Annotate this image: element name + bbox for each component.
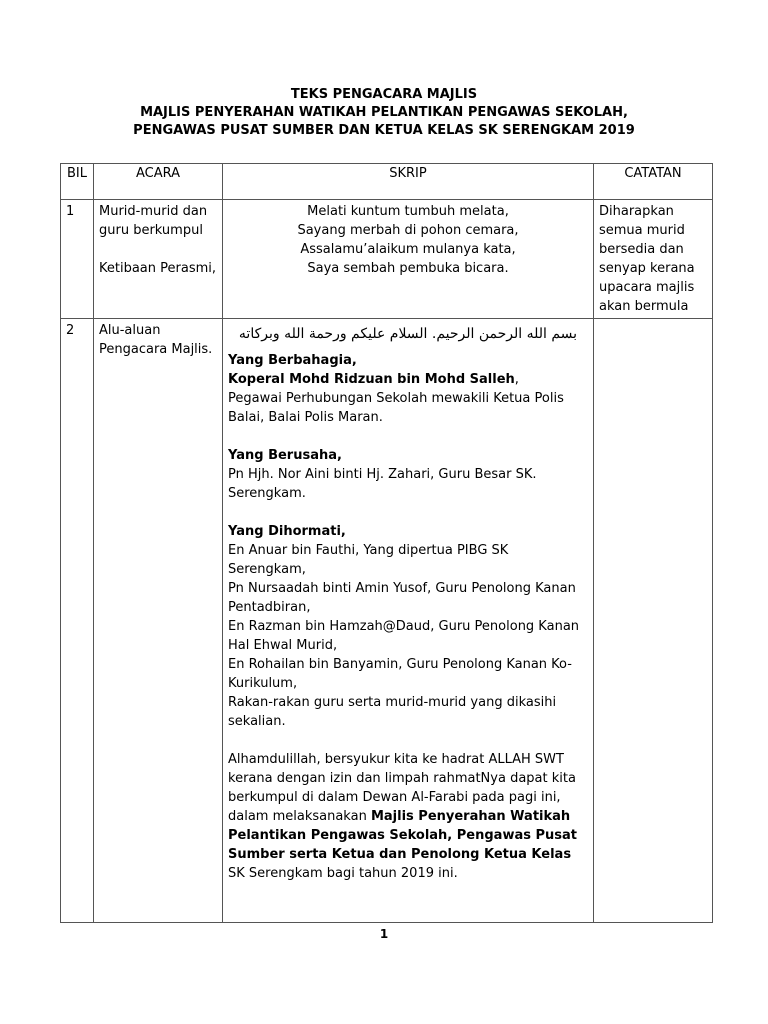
greet2-desc: Pn Hjh. Nor Aini binti Hj. Zahari, Guru Besar SK. Serengkam. bbox=[228, 467, 537, 501]
para-normal: Alhamdulillah, bersyukur kita ke hadrat ALLAH SWT kerana dengan izin dan limpah rahmatNya dapat kita berkumpul di dalam Dewan Al-Farabi pada pagi ini, dalam melaksanakan bbox=[228, 752, 576, 824]
greet1-title: Yang Berbahagia, bbox=[228, 353, 357, 368]
row1-acara-line2: Ketibaan Perasmi, bbox=[99, 261, 217, 276]
page-number: 1 bbox=[379, 927, 389, 941]
table-row bbox=[61, 200, 713, 319]
greet3-line-2: Pn Nursaadah binti Amin Yusof, Guru Penolong Kanan Pentadbiran, bbox=[228, 581, 576, 615]
title-line-1: TEKS PENGACARA MAJLIS bbox=[290, 87, 478, 102]
greet1-name-line bbox=[228, 370, 588, 389]
program-table bbox=[60, 163, 713, 923]
para-end: SK Serengkam bagi tahun 2019 ini. bbox=[228, 866, 458, 881]
pantun-line-4: Saya sembah pembuka bicara. bbox=[307, 261, 509, 276]
greet3-line-5: Rakan-rakan guru serta murid-murid yang dikasihi sekalian. bbox=[228, 695, 557, 729]
greet3-line-3: En Razman bin Hamzah@Daud, Guru Penolong Kanan Hal Ehwal Murid, bbox=[228, 619, 580, 653]
header-catatan: CATATAN bbox=[594, 164, 713, 200]
row1-acara bbox=[94, 200, 223, 319]
row1-catatan: Diharapkan semua murid bersedia dan senyap kerana upacara majlis akan bermula bbox=[594, 200, 713, 319]
greet3-line-1: En Anuar bin Fauthi, Yang dipertua PIBG SK Serengkam, bbox=[228, 543, 509, 577]
greet1-comma: , bbox=[514, 372, 519, 387]
header-skrip: SKRIP bbox=[223, 164, 594, 200]
row2-acara: Alu-aluan Pengacara Majlis. bbox=[94, 319, 223, 923]
pantun-line-3: Assalamu’alaikum mulanya kata, bbox=[300, 242, 516, 257]
title-line-3: PENGAWAS PUSAT SUMBER DAN KETUA KELAS SK SERENGKAM 2019 bbox=[133, 123, 635, 138]
para-bold: Majlis Penyerahan Watikah Pelantikan Pengawas Sekolah, Pengawas Pusat Sumber serta Ketua dan Penolong Ketua Kelas bbox=[228, 809, 578, 862]
header-bil: BIL bbox=[61, 164, 94, 200]
title-line-2: MAJLIS PENYERAHAN WATIKAH PELANTIKAN PENGAWAS SEKOLAH, bbox=[140, 105, 628, 120]
table-header-row bbox=[61, 164, 713, 200]
row2-skrip bbox=[223, 319, 594, 923]
greet2-title: Yang Berusaha, bbox=[228, 448, 342, 463]
row2-catatan bbox=[594, 319, 713, 923]
greet1-name: Koperal Mohd Ridzuan bin Mohd Salleh bbox=[228, 372, 515, 387]
greet3-line-4: En Rohailan bin Banyamin, Guru Penolong Kanan Ko-Kurikulum, bbox=[228, 657, 572, 691]
document-title bbox=[0, 86, 768, 140]
row1-bil: 1 bbox=[61, 200, 94, 319]
arabic-greeting: بسم الله الرحمن الرحيم. السلام عليكم ورحمة الله وبركاته bbox=[238, 326, 578, 342]
greet1-desc: Pegawai Perhubungan Sekolah mewakili Ketua Polis Balai, Balai Polis Maran. bbox=[228, 391, 564, 425]
pantun-line-2: Sayang merbah di pohon cemara, bbox=[297, 223, 519, 238]
greet3-title: Yang Dihormati, bbox=[228, 524, 346, 539]
row2-bil: 2 bbox=[61, 319, 94, 923]
closing-paragraph bbox=[228, 750, 588, 883]
table-row bbox=[61, 319, 713, 923]
row1-acara-line1: Murid-murid dan guru berkumpul bbox=[99, 204, 208, 238]
row1-pantun bbox=[223, 200, 594, 319]
pantun-line-1: Melati kuntum tumbuh melata, bbox=[307, 204, 509, 219]
header-acara: ACARA bbox=[94, 164, 223, 200]
